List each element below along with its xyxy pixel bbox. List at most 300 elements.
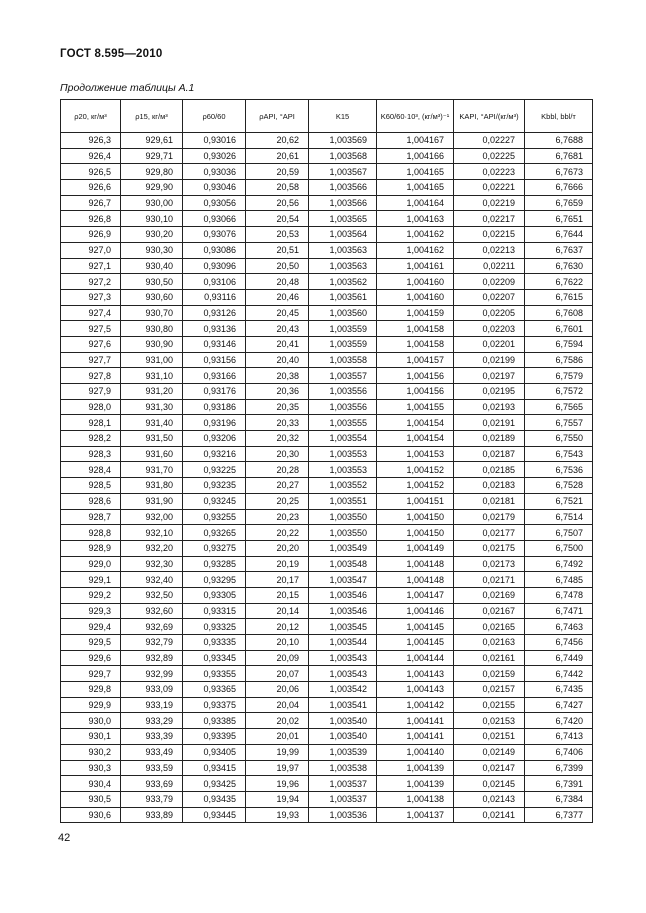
table-cell: 1,003536 [309, 807, 377, 823]
data-table [60, 99, 593, 823]
table-row [61, 478, 593, 494]
table-cell: 1,004145 [377, 635, 454, 651]
table-row [61, 274, 593, 290]
table-cell: 930,4 [61, 776, 121, 792]
table-cell: 6,7427 [525, 697, 593, 713]
table-row [61, 462, 593, 478]
table-cell: 931,30 [121, 399, 183, 415]
table-cell: 932,79 [121, 635, 183, 651]
table-cell: 930,0 [61, 713, 121, 729]
table-cell: 0,93275 [183, 540, 246, 556]
column-header: ρAPI, °API [246, 100, 309, 133]
document-title: ГОСТ 8.595—2010 [60, 48, 163, 60]
table-cell: 0,02153 [454, 713, 525, 729]
table-cell: 20,56 [246, 195, 309, 211]
table-cell: 0,02203 [454, 321, 525, 337]
table-cell: 6,7514 [525, 509, 593, 525]
table-cell: 20,30 [246, 446, 309, 462]
table-cell: 20,46 [246, 289, 309, 305]
table-cell: 19,97 [246, 760, 309, 776]
table-cell: 929,0 [61, 556, 121, 572]
table-row [61, 572, 593, 588]
table-cell: 0,93206 [183, 431, 246, 447]
table-cell: 6,7659 [525, 195, 593, 211]
table-cell: 928,5 [61, 478, 121, 494]
table-cell: 933,39 [121, 729, 183, 745]
table-cell: 932,69 [121, 619, 183, 635]
table-cell: 6,7637 [525, 242, 593, 258]
table-cell: 6,7681 [525, 148, 593, 164]
table-cell: 929,2 [61, 587, 121, 603]
column-header: K60/60·10³, (кг/м³)⁻¹ [377, 100, 454, 133]
table-cell: 1,004151 [377, 493, 454, 509]
table-cell: 0,93425 [183, 776, 246, 792]
table-cell: 928,4 [61, 462, 121, 478]
table-cell: 1,003546 [309, 587, 377, 603]
table-cell: 0,93196 [183, 415, 246, 431]
table-cell: 927,3 [61, 289, 121, 305]
table-cell: 20,43 [246, 321, 309, 337]
table-cell: 926,8 [61, 211, 121, 227]
table-cell: 1,004156 [377, 384, 454, 400]
table-cell: 0,93026 [183, 148, 246, 164]
table-row [61, 446, 593, 462]
table-cell: 928,1 [61, 415, 121, 431]
table-cell: 19,96 [246, 776, 309, 792]
table-cell: 0,02161 [454, 650, 525, 666]
table-cell: 1,003562 [309, 274, 377, 290]
table-cell: 20,51 [246, 242, 309, 258]
table-cell: 1,004165 [377, 180, 454, 196]
table-cell: 0,02213 [454, 242, 525, 258]
table-row [61, 509, 593, 525]
table-cell: 0,02145 [454, 776, 525, 792]
table-row [61, 195, 593, 211]
table-cell: 1,004154 [377, 415, 454, 431]
table-cell: 928,0 [61, 399, 121, 415]
table-cell: 933,79 [121, 791, 183, 807]
table-cell: 0,02187 [454, 446, 525, 462]
table-cell: 1,003543 [309, 650, 377, 666]
table-cell: 0,93355 [183, 666, 246, 682]
table-cell: 926,3 [61, 133, 121, 149]
page-number: 42 [58, 832, 71, 844]
table-cell: 1,004155 [377, 399, 454, 415]
table-cell: 0,93056 [183, 195, 246, 211]
table-cell: 0,93265 [183, 525, 246, 541]
table-cell: 1,003567 [309, 164, 377, 180]
table-cell: 1,004161 [377, 258, 454, 274]
table-cell: 930,1 [61, 729, 121, 745]
table-cell: 0,02197 [454, 368, 525, 384]
table-cell: 6,7622 [525, 274, 593, 290]
table-row [61, 744, 593, 760]
table-cell: 6,7536 [525, 462, 593, 478]
column-header: K15 [309, 100, 377, 133]
table-cell: 926,7 [61, 195, 121, 211]
table-cell: 930,2 [61, 744, 121, 760]
table-cell: 0,02165 [454, 619, 525, 635]
table-cell: 6,7478 [525, 587, 593, 603]
table-body [61, 133, 593, 823]
table-cell: 0,93096 [183, 258, 246, 274]
table-cell: 930,3 [61, 760, 121, 776]
table-cell: 1,004143 [377, 682, 454, 698]
table-cell: 0,02205 [454, 305, 525, 321]
table-cell: 0,02193 [454, 399, 525, 415]
table-cell: 928,7 [61, 509, 121, 525]
table-cell: 1,004152 [377, 478, 454, 494]
table-cell: 20,07 [246, 666, 309, 682]
table-cell: 20,04 [246, 697, 309, 713]
table-cell: 1,004156 [377, 368, 454, 384]
table-cell: 0,02215 [454, 227, 525, 243]
table-cell: 1,003552 [309, 478, 377, 494]
table-cell: 1,004148 [377, 572, 454, 588]
table-cell: 933,09 [121, 682, 183, 698]
table-cell: 1,003569 [309, 133, 377, 149]
table-cell: 0,93216 [183, 446, 246, 462]
table-caption: Продолжение таблицы А.1 [60, 82, 195, 94]
table-cell: 1,003541 [309, 697, 377, 713]
table-cell: 0,93305 [183, 587, 246, 603]
table-cell: 0,93285 [183, 556, 246, 572]
table-cell: 930,5 [61, 791, 121, 807]
table-cell: 926,9 [61, 227, 121, 243]
table-cell: 6,7673 [525, 164, 593, 180]
table-row [61, 164, 593, 180]
column-header: Kbbl, bbl/т [525, 100, 593, 133]
table-cell: 931,90 [121, 493, 183, 509]
table-cell: 930,60 [121, 289, 183, 305]
table-cell: 0,02147 [454, 760, 525, 776]
table-cell: 20,59 [246, 164, 309, 180]
table-cell: 927,7 [61, 352, 121, 368]
table-cell: 930,40 [121, 258, 183, 274]
table-row [61, 180, 593, 196]
table-cell: 933,19 [121, 697, 183, 713]
table-cell: 926,4 [61, 148, 121, 164]
table-cell: 6,7471 [525, 603, 593, 619]
table-cell: 6,7406 [525, 744, 593, 760]
table-cell: 6,7384 [525, 791, 593, 807]
table-cell: 20,48 [246, 274, 309, 290]
table-row [61, 556, 593, 572]
table-cell: 0,93295 [183, 572, 246, 588]
table-cell: 1,004160 [377, 289, 454, 305]
table-cell: 929,1 [61, 572, 121, 588]
table-cell: 1,003568 [309, 148, 377, 164]
table-cell: 1,004162 [377, 227, 454, 243]
table-cell: 1,004143 [377, 666, 454, 682]
table-cell: 0,93325 [183, 619, 246, 635]
table-cell: 1,003558 [309, 352, 377, 368]
table-cell: 927,4 [61, 305, 121, 321]
table-cell: 1,004150 [377, 525, 454, 541]
table-cell: 6,7543 [525, 446, 593, 462]
column-header: ρ20, кг/м³ [61, 100, 121, 133]
table-cell: 931,20 [121, 384, 183, 400]
table-cell: 6,7550 [525, 431, 593, 447]
table-cell: 6,7594 [525, 336, 593, 352]
column-header: ρ60/60 [183, 100, 246, 133]
table-cell: 0,02179 [454, 509, 525, 525]
table-cell: 0,93365 [183, 682, 246, 698]
table-cell: 1,003550 [309, 525, 377, 541]
table-cell: 1,003556 [309, 384, 377, 400]
table-cell: 20,36 [246, 384, 309, 400]
table-cell: 931,40 [121, 415, 183, 431]
table-cell: 1,003538 [309, 760, 377, 776]
table-cell: 929,90 [121, 180, 183, 196]
table-cell: 929,9 [61, 697, 121, 713]
table-cell: 932,40 [121, 572, 183, 588]
table-cell: 1,003540 [309, 713, 377, 729]
table-cell: 929,71 [121, 148, 183, 164]
table-cell: 1,003563 [309, 242, 377, 258]
table-cell: 932,00 [121, 509, 183, 525]
table-cell: 1,003551 [309, 493, 377, 509]
table-cell: 6,7507 [525, 525, 593, 541]
table-cell: 933,29 [121, 713, 183, 729]
table-cell: 0,02221 [454, 180, 525, 196]
table-cell: 1,003544 [309, 635, 377, 651]
table-cell: 6,7615 [525, 289, 593, 305]
table-cell: 20,14 [246, 603, 309, 619]
table-cell: 0,93235 [183, 478, 246, 494]
table-cell: 1,004158 [377, 321, 454, 337]
table-cell: 1,004157 [377, 352, 454, 368]
table-cell: 1,004154 [377, 431, 454, 447]
table-cell: 930,20 [121, 227, 183, 243]
table-cell: 6,7485 [525, 572, 593, 588]
table-row [61, 603, 593, 619]
table-header-row [61, 100, 593, 133]
table-row [61, 258, 593, 274]
table-cell: 6,7413 [525, 729, 593, 745]
table-cell: 1,004160 [377, 274, 454, 290]
table-cell: 928,8 [61, 525, 121, 541]
table-cell: 20,35 [246, 399, 309, 415]
table-cell: 6,7557 [525, 415, 593, 431]
table-cell: 1,004167 [377, 133, 454, 149]
table-cell: 1,003566 [309, 180, 377, 196]
table-cell: 1,004146 [377, 603, 454, 619]
table-cell: 0,93395 [183, 729, 246, 745]
table-cell: 20,61 [246, 148, 309, 164]
table-cell: 0,93375 [183, 697, 246, 713]
table-cell: 932,89 [121, 650, 183, 666]
table-cell: 1,004162 [377, 242, 454, 258]
table-cell: 927,6 [61, 336, 121, 352]
table-cell: 1,003540 [309, 729, 377, 745]
table-cell: 0,93146 [183, 336, 246, 352]
table-cell: 0,02189 [454, 431, 525, 447]
table-cell: 0,93255 [183, 509, 246, 525]
table-cell: 0,02177 [454, 525, 525, 541]
table-cell: 20,22 [246, 525, 309, 541]
table-cell: 1,004152 [377, 462, 454, 478]
table-cell: 0,02225 [454, 148, 525, 164]
table-cell: 0,02195 [454, 384, 525, 400]
table-cell: 1,003550 [309, 509, 377, 525]
table-cell: 932,99 [121, 666, 183, 682]
table-cell: 20,28 [246, 462, 309, 478]
table-cell: 1,004137 [377, 807, 454, 823]
table-cell: 1,004164 [377, 195, 454, 211]
table-cell: 6,7463 [525, 619, 593, 635]
table-cell: 928,3 [61, 446, 121, 462]
table-row [61, 399, 593, 415]
table-cell: 20,01 [246, 729, 309, 745]
table-cell: 1,003563 [309, 258, 377, 274]
table-cell: 0,02167 [454, 603, 525, 619]
table-cell: 20,02 [246, 713, 309, 729]
table-cell: 1,004166 [377, 148, 454, 164]
table-cell: 20,23 [246, 509, 309, 525]
table-cell: 6,7565 [525, 399, 593, 415]
table-cell: 1,003555 [309, 415, 377, 431]
table-cell: 0,93445 [183, 807, 246, 823]
table-cell: 927,8 [61, 368, 121, 384]
table-cell: 0,02185 [454, 462, 525, 478]
table-cell: 1,004158 [377, 336, 454, 352]
table-cell: 0,02155 [454, 697, 525, 713]
table-row [61, 776, 593, 792]
table-cell: 6,7399 [525, 760, 593, 776]
table-cell: 929,61 [121, 133, 183, 149]
table-cell: 927,9 [61, 384, 121, 400]
table-row [61, 384, 593, 400]
table-cell: 932,10 [121, 525, 183, 541]
table-cell: 6,7601 [525, 321, 593, 337]
table-cell: 933,89 [121, 807, 183, 823]
table-cell: 927,2 [61, 274, 121, 290]
table-cell: 6,7688 [525, 133, 593, 149]
table-cell: 1,004141 [377, 713, 454, 729]
table-row [61, 791, 593, 807]
table-cell: 6,7449 [525, 650, 593, 666]
table-cell: 1,004159 [377, 305, 454, 321]
table-cell: 931,60 [121, 446, 183, 462]
table-cell: 1,003559 [309, 336, 377, 352]
table-cell: 20,09 [246, 650, 309, 666]
table-cell: 931,10 [121, 368, 183, 384]
table-cell: 0,02157 [454, 682, 525, 698]
table-row [61, 760, 593, 776]
table-cell: 930,10 [121, 211, 183, 227]
table-row [61, 321, 593, 337]
table-cell: 6,7377 [525, 807, 593, 823]
table-cell: 20,62 [246, 133, 309, 149]
table-cell: 0,02183 [454, 478, 525, 494]
table-cell: 6,7521 [525, 493, 593, 509]
table-cell: 0,93136 [183, 321, 246, 337]
table-cell: 0,02227 [454, 133, 525, 149]
table-cell: 931,00 [121, 352, 183, 368]
table-row [61, 525, 593, 541]
table-cell: 19,99 [246, 744, 309, 760]
table-cell: 0,02191 [454, 415, 525, 431]
table-row [61, 336, 593, 352]
table-cell: 20,38 [246, 368, 309, 384]
table-cell: 927,0 [61, 242, 121, 258]
table-cell: 0,93066 [183, 211, 246, 227]
table-cell: 1,004145 [377, 619, 454, 635]
table-cell: 0,93405 [183, 744, 246, 760]
table-cell: 1,003553 [309, 446, 377, 462]
table-cell: 928,2 [61, 431, 121, 447]
column-header: KAPI, °API/(кг/м³) [454, 100, 525, 133]
table-row [61, 635, 593, 651]
table-cell: 6,7435 [525, 682, 593, 698]
table-cell: 929,4 [61, 619, 121, 635]
table-cell: 1,003547 [309, 572, 377, 588]
table-row [61, 682, 593, 698]
table-cell: 0,93435 [183, 791, 246, 807]
table-cell: 6,7586 [525, 352, 593, 368]
table-row [61, 697, 593, 713]
table-cell: 6,7492 [525, 556, 593, 572]
table-cell: 1,003543 [309, 666, 377, 682]
table-cell: 929,7 [61, 666, 121, 682]
table-cell: 928,9 [61, 540, 121, 556]
table-cell: 0,02223 [454, 164, 525, 180]
table-cell: 6,7630 [525, 258, 593, 274]
table-cell: 20,10 [246, 635, 309, 651]
table-cell: 20,58 [246, 180, 309, 196]
table-cell: 0,02173 [454, 556, 525, 572]
table-cell: 20,53 [246, 227, 309, 243]
table-cell: 6,7572 [525, 384, 593, 400]
table-cell: 20,15 [246, 587, 309, 603]
table-cell: 0,02163 [454, 635, 525, 651]
table-cell: 927,5 [61, 321, 121, 337]
table-cell: 1,003565 [309, 211, 377, 227]
table-row [61, 666, 593, 682]
table-cell: 927,1 [61, 258, 121, 274]
table-row [61, 415, 593, 431]
table-cell: 929,5 [61, 635, 121, 651]
table-row [61, 148, 593, 164]
table-cell: 0,02169 [454, 587, 525, 603]
table-cell: 930,90 [121, 336, 183, 352]
table-cell: 6,7456 [525, 635, 593, 651]
table-cell: 926,6 [61, 180, 121, 196]
table-cell: 1,004139 [377, 760, 454, 776]
table-cell: 20,41 [246, 336, 309, 352]
table-cell: 6,7651 [525, 211, 593, 227]
table-cell: 933,49 [121, 744, 183, 760]
table-cell: 1,004149 [377, 540, 454, 556]
table-cell: 1,004153 [377, 446, 454, 462]
table-cell: 0,93046 [183, 180, 246, 196]
table-cell: 0,02151 [454, 729, 525, 745]
table-cell: 930,70 [121, 305, 183, 321]
table-cell: 0,02217 [454, 211, 525, 227]
table-cell: 6,7391 [525, 776, 593, 792]
table-row [61, 133, 593, 149]
table-cell: 0,02141 [454, 807, 525, 823]
table-cell: 0,93086 [183, 242, 246, 258]
table-row [61, 242, 593, 258]
table-row [61, 540, 593, 556]
table-cell: 930,6 [61, 807, 121, 823]
table-cell: 1,003553 [309, 462, 377, 478]
table-row [61, 729, 593, 745]
table-cell: 0,93076 [183, 227, 246, 243]
table-cell: 1,003556 [309, 399, 377, 415]
